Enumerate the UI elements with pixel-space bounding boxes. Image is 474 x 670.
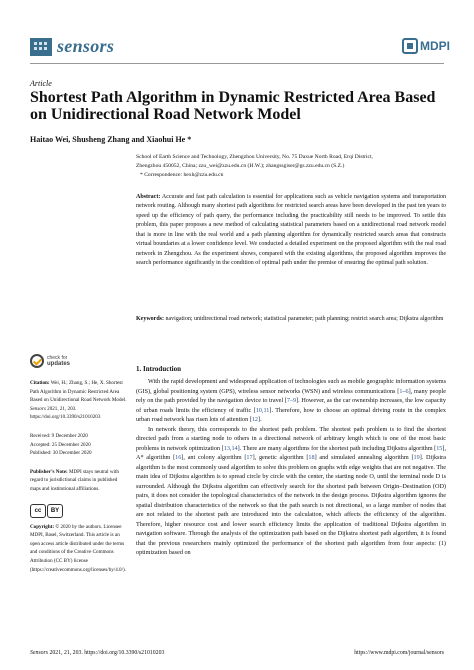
check-for-updates-button[interactable] bbox=[30, 354, 128, 368]
note-text: MDPI stays neutral with regard to jurisdictional claims in published maps and institutional affiliations. bbox=[30, 468, 119, 492]
abstract-text: Accurate and fast path calculation is essential for applications such as vehicle navigation systems and transportation network routing. Although many shortest path algorithms for restricted search areas have been developed in the past ten years to speed up the efficiency of path query, the performance including the practicability still needs to be improved. To settle this problem, this paper proposes a new method of calculating statistical parameters based on a unidirectional road network model that is more in line with the real world and a path planning algorithm for dynamically restricted search areas that constructs virtual boundaries at a lower confidence level. We conducted a detailed experiment on the proposed algorithm with the real road network in Zhengzhou. As the experiment shows, compared with the existing algorithms, the proposed algorithm improves the search performance significantly in the condition of optimal path under the premise of ensuring the optimal path solution. bbox=[136, 194, 447, 267]
copyright-text: © 2020 by the authors. Licensee MDPI, Basel, Switzerland. This article is an open access article distributed under the terms and conditions of the Creative Commons Attribution (CC BY) license (https://creativecommons.org/licenses/by/4.0/). bbox=[30, 523, 126, 573]
reference-link[interactable]: 18 bbox=[308, 454, 315, 461]
copyright-block bbox=[30, 523, 128, 575]
by-icon: BY bbox=[47, 504, 63, 518]
article-type: Article bbox=[30, 79, 52, 88]
journal-name[interactable]: sensors bbox=[57, 36, 115, 56]
footer-journal: Sensors bbox=[30, 650, 49, 656]
mdpi-emblem-icon bbox=[402, 38, 418, 54]
correspondence[interactable]: * Correspondence: hexh@zzu.edu.cn bbox=[140, 172, 224, 178]
published-date: Published: 30 December 2020 bbox=[30, 450, 92, 457]
abstract-label: Abstract: bbox=[136, 194, 161, 200]
publisher-logo[interactable] bbox=[402, 38, 450, 54]
journal-header bbox=[30, 36, 450, 60]
introduction-body bbox=[136, 377, 446, 558]
reference-link[interactable]: 19 bbox=[413, 454, 420, 461]
accepted-date: Accepted: 25 December 2020 bbox=[30, 441, 91, 448]
keywords-label: Keywords: bbox=[136, 316, 164, 322]
affiliations bbox=[136, 153, 446, 180]
check-label: check for bbox=[47, 355, 68, 361]
keywords-text: navigation; unidirectional road network; statistical parameter; path planning; restrict search area; Dijkstra algorithm bbox=[165, 316, 444, 322]
footer-website-link[interactable]: https://www.mdpi.com/journal/sensors bbox=[354, 650, 444, 656]
footer-citation[interactable]: 2021, 21, 203. https://doi.org/10.3390/s21010203 bbox=[48, 650, 165, 656]
header-divider bbox=[30, 63, 444, 64]
section-heading: 1. Introduction bbox=[136, 365, 181, 373]
author-list[interactable]: Haitao Wei, Shusheng Zhang and Xiaohui He * bbox=[30, 135, 192, 144]
reference-link[interactable]: 7–9 bbox=[286, 397, 297, 404]
reference-link[interactable]: 12 bbox=[251, 416, 259, 423]
cc-icon: cc bbox=[30, 504, 46, 518]
check-updates-icon bbox=[30, 354, 44, 368]
publisher-name: MDPI bbox=[420, 39, 450, 53]
paragraph: In network theory, this corresponds to the shortest path problem. The shortest path problem is to find the shortest directed path from a starting node to others in a directional network of arbitrary length which is one of the most basic problems in network optimization [13,14]. There are many algorithms for the shortest path including Dijkstra algorithm [15], A* algorithm [16], ant colony algorithm [17], genetic algorithm [18] and simulated annealing algorithm [19]. Dijkstra algorithm is the most commonly used algorithm to solve this problem on graphs with edge weights that are not negative. The main idea of Dijkstra algorithm is to spread circle by circle with the center, the starting node O, until the terminal node D is surrounded. Although the Dijkstra algorithm can effectively search for the shortest path between Origin–Destination (OD) pairs, it does not consider the topological characteristics of the network in the design process. Dijkstra algorithm ignores the spatial distribution characteristics of the network so that the path search is not directional, so a large number of nodes that are not related to the shortest path are introduced into the calculation, which affects the efficiency of the algorithm. Therefore, higher resource cost and lower search efficiency limits the application of traditional Dijkstra algorithm in navigation software. Through the analysis of the optimization path based on the Dijkstra shortest path algorithm, it is found that the previous researchers mainly optimized the performance of the shortest path algorithm from four aspects: (1) optimization based on bbox=[136, 425, 446, 556]
citation-text: Wei, H.; Zhang, S.; He, X. Shortest Path Algorithm in Dynamic Restricted Area Based on Unidirectional Road Network Model. bbox=[30, 380, 127, 404]
citation-label: Citation: bbox=[30, 380, 50, 386]
cc-license-badge[interactable] bbox=[30, 504, 128, 518]
dates-block bbox=[30, 432, 128, 458]
citation-journal: Sensors bbox=[30, 405, 46, 412]
publisher-note bbox=[30, 468, 128, 494]
reference-link[interactable]: 6 bbox=[405, 387, 409, 395]
copyright-label: Copyright: bbox=[30, 523, 55, 530]
note-label: Publisher’s Note: bbox=[30, 468, 68, 475]
updates-label: updates bbox=[47, 361, 71, 367]
reference-link[interactable]: 16 bbox=[175, 454, 182, 461]
keywords bbox=[136, 315, 446, 324]
received-date: Received: 9 December 2020 bbox=[30, 432, 88, 439]
article-title: Shortest Path Algorithm in Dynamic Restricted Area Based on Unidirectional Road Network Model bbox=[30, 89, 436, 123]
article-sidebar bbox=[30, 354, 128, 574]
paragraph: With the rapid development and widespread application of technologies such as mobile geographic information systems (GIS), global positioning system (GPS), wireless sensor networks (WSN) and wireless communications [1–6], many people rely on the path provided by the navigation device to travel [7–9]. However, as the car ownership increases, the low capacity of urban roads limits the efficiency of traffic [10,11]. Therefore, how to choose an optimal driving route in the complex urban road network has risen lots of attention [12]. bbox=[136, 378, 447, 423]
reference-link[interactable]: 17 bbox=[246, 454, 253, 461]
journal-logo-icon bbox=[30, 38, 52, 56]
affiliation-line[interactable]: Zhengzhou 450052, China; zzu_wei@zzu.edu.cn (H.W.); zhangssgiser@gs.zzu.edu.cn (S.Z.) bbox=[136, 163, 345, 169]
citation-doi[interactable]: 2021, 21, 203. https://doi.org/10.3390/s21010203 bbox=[30, 405, 101, 421]
reference-link[interactable]: 10,11 bbox=[255, 406, 270, 414]
affiliation-line: School of Earth Science and Technology, Zhengzhou University, No. 75 Daxue North Road, Erqi District, bbox=[136, 154, 373, 160]
reference-link[interactable]: 1 bbox=[399, 387, 403, 395]
abstract bbox=[136, 193, 446, 269]
reference-link[interactable]: 15 bbox=[436, 444, 443, 452]
reference-link[interactable]: 13,14 bbox=[223, 444, 238, 452]
citation-block bbox=[30, 379, 128, 422]
